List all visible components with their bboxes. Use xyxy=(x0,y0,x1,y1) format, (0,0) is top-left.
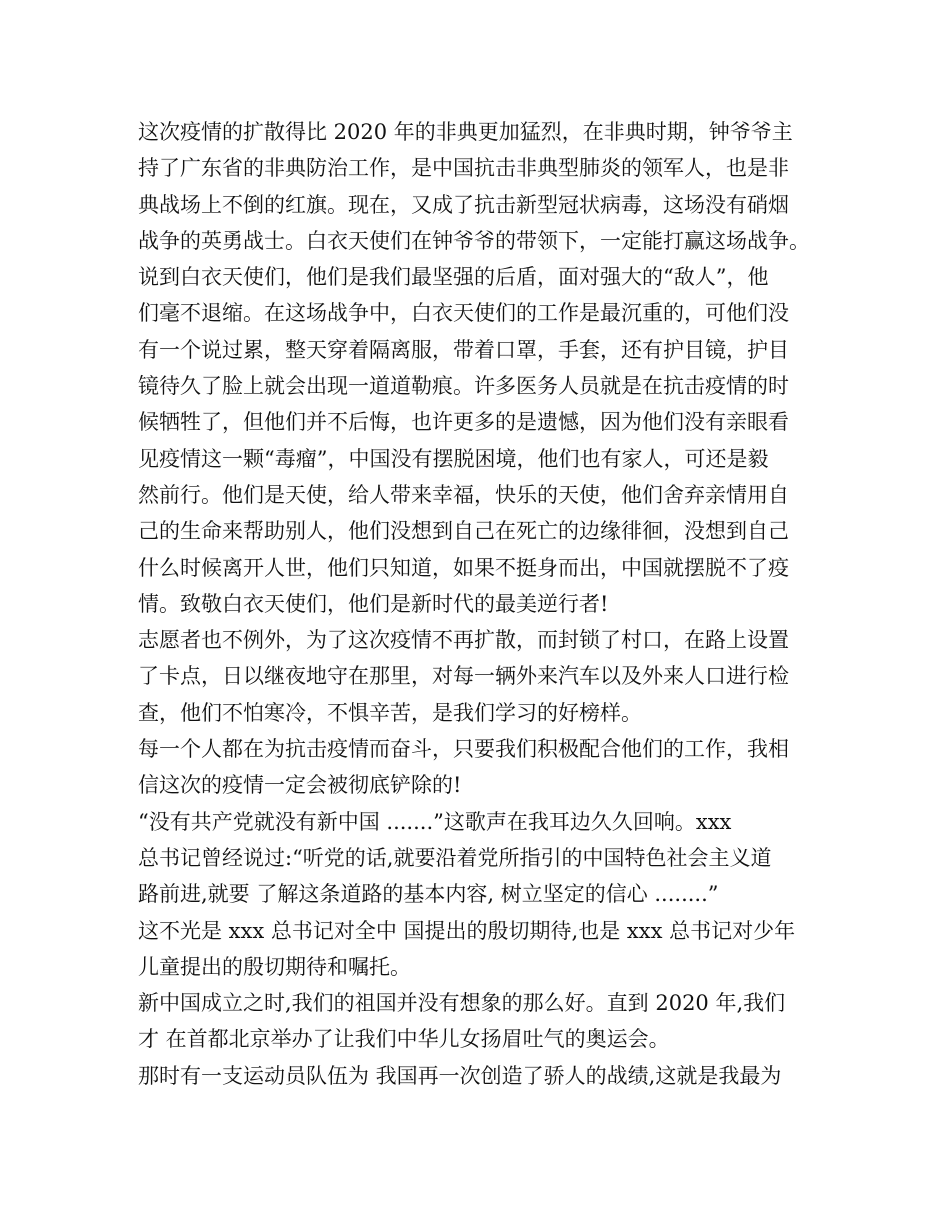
text-line: 了卡点，日以继夜地守在那里，对每一辆外来汽车以及外来人口进行检 xyxy=(138,664,789,689)
text-line: 典战场上不倒的红旗。现在，又成了抗击新型冠状病毒，这场没有硝烟 xyxy=(138,192,789,217)
text-line: 说到白衣天使们，他们是我们最坚强的后盾，面对强大的“敌人”，他 xyxy=(138,265,769,290)
text-line: 信这次的疫情一定会被彻底铲除的! xyxy=(138,773,462,798)
text-line: 那时有一支运动员队伍为 我国再一次创造了骄人的战绩,这就是我最为 xyxy=(138,1063,782,1088)
document-body xyxy=(138,114,828,1094)
text-line: 情。致敬白衣天使们，他们是新时代的最美逆行者! xyxy=(138,591,609,616)
text-line: 然前行。他们是天使，给人带来幸福，快乐的天使，他们舍弃亲情用自 xyxy=(138,482,789,507)
text-line: 持了广东省的非典防治工作，是中国抗击非典型肺炎的领军人，也是非 xyxy=(138,156,789,181)
text-line: 总书记曾经说过:“听党的话,就要沿着党所指引的中国特色社会主义道 xyxy=(138,845,772,870)
text-line: 新中国成立之时,我们的祖国并没有想象的那么好。直到 2020 年,我们 xyxy=(138,991,786,1016)
text-line: 志愿者也不例外，为了这次疫情不再扩散，而封锁了村口，在路上设置 xyxy=(138,628,789,653)
text-line: 有一个说过累，整天穿着隔离服，带着口罩，手套，还有护目镜，护目 xyxy=(138,337,789,362)
text-line: 路前进,就要 了解这条道路的基本内容, 树立坚定的信心 ........” xyxy=(138,882,719,907)
text-line: 镜待久了脸上就会出现一道道勒痕。许多医务人员就是在抗击疫情的时 xyxy=(138,374,789,399)
text-line: 这不光是 xxx 总书记对全中 国提出的殷切期待,也是 xxx 总书记对少年 xyxy=(138,918,796,943)
text-line: “没有共产党就没有新中国 .......”这歌声在我耳边久久回响。xxx xyxy=(138,809,732,834)
text-line: 己的生命来帮助别人，他们没想到自己在死亡的边缘徘徊，没想到自己 xyxy=(138,519,789,544)
text-line: 每一个人都在为抗击疫情而奋斗，只要我们积极配合他们的工作，我相 xyxy=(138,737,789,762)
text-line: 候牺牲了，但他们并不后悔，也许更多的是遗憾，因为他们没有亲眼看 xyxy=(138,410,789,435)
text-line: 儿童提出的殷切期待和嘱托。 xyxy=(138,954,411,979)
text-line: 查，他们不怕寒冷，不惧辛苦，是我们学习的好榜样。 xyxy=(138,700,642,725)
text-line: 见疫情这一颗“毒瘤”，中国没有摆脱困境，他们也有家人，可还是毅 xyxy=(138,446,769,471)
text-line: 这次疫情的扩散得比 2020 年的非典更加猛烈，在非典时期，钟爷爷主 xyxy=(138,120,793,144)
text-line: 战争的英勇战士。白衣天使们在钟爷爷的带领下，一定能打赢这场战争。 xyxy=(138,228,810,253)
text-line: 们毫不退缩。在这场战争中，白衣天使们的工作是最沉重的，可他们没 xyxy=(138,301,789,326)
text-line: 才 在首都北京举办了让我们中华儿女扬眉吐气的奥运会。 xyxy=(138,1027,670,1052)
text-line: 什么时候离开人世，他们只知道，如果不挺身而出，中国就摆脱不了疫 xyxy=(138,555,789,580)
